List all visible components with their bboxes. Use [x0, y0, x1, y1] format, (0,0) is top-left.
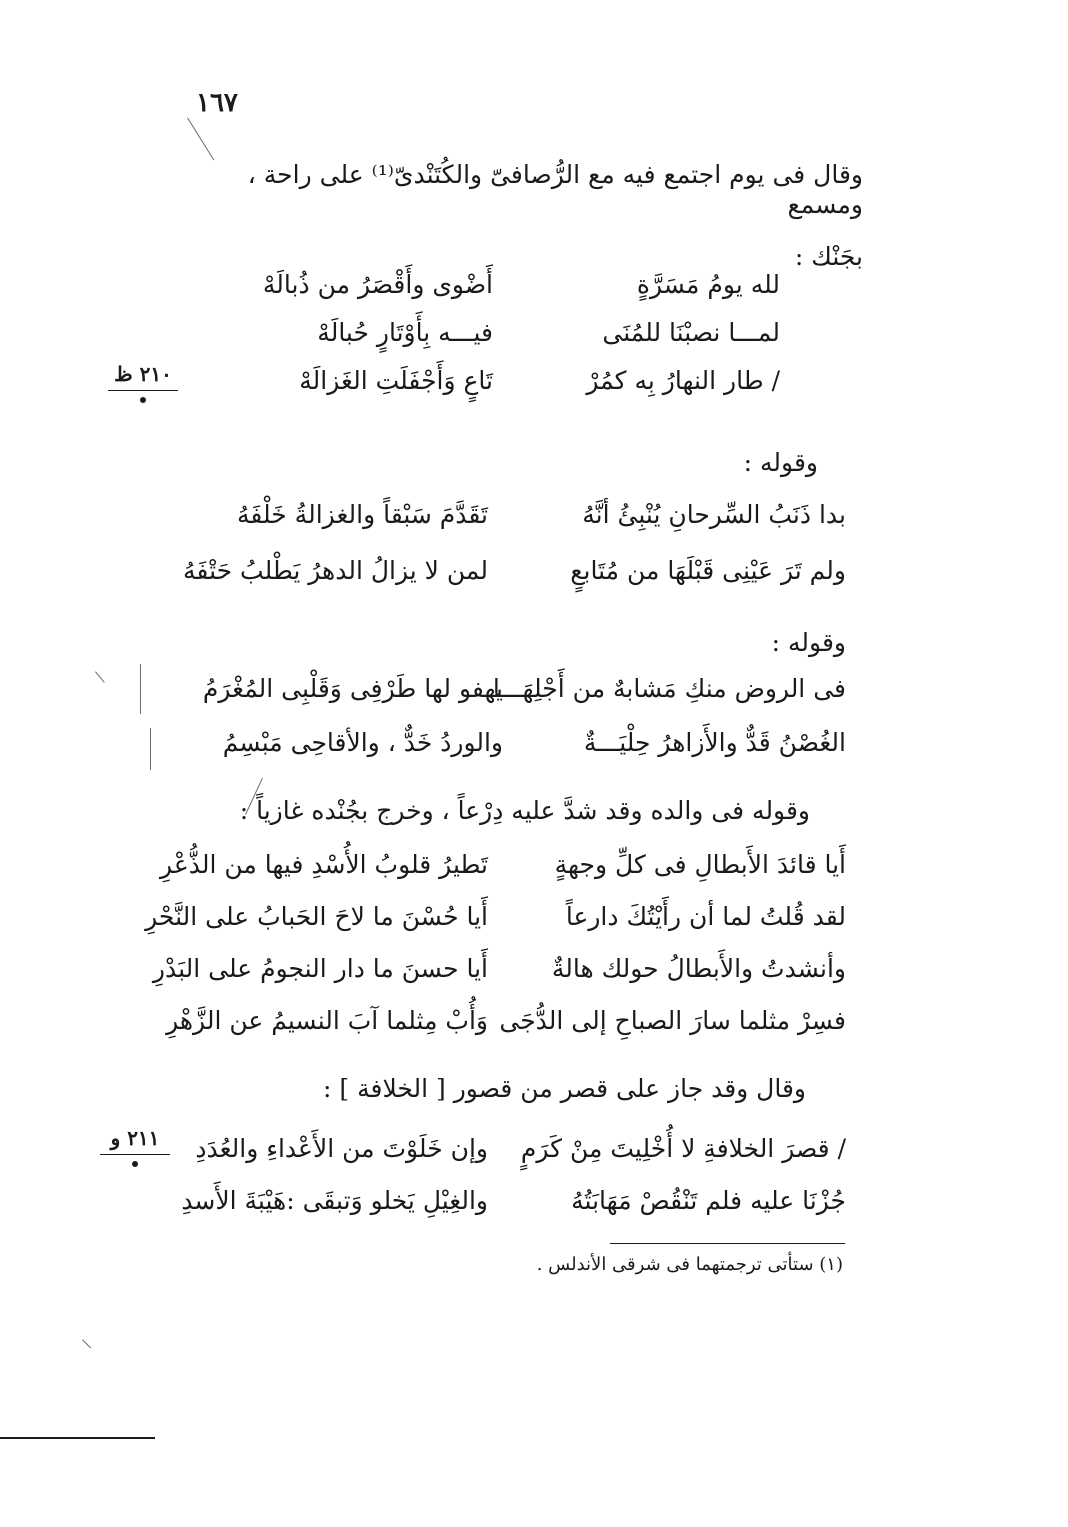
hemistich-second: وإن خَلَوْتَ من الأَعْداءِ والعُدَدِ [195, 1134, 488, 1163]
footnote-rule [610, 1243, 845, 1244]
folio-marker-rule [108, 390, 178, 405]
hemistich-first: لمـــا نصبْنَا للمُنَى [602, 318, 780, 347]
verse-line [0, 954, 1068, 994]
verse-line [0, 902, 1068, 942]
hemistich-first: / قصرَ الخلافةِ لا أُخْلِيتَ مِنْ كَرَمٍ [520, 1134, 846, 1163]
verse-line [0, 728, 1068, 768]
hemistich-first: أَيا قائدَ الأَبطالِ فى كلِّ وجهةٍ [554, 850, 846, 879]
folio-marker [100, 1126, 170, 1169]
scan-mark [187, 117, 214, 160]
folio-marker [108, 362, 178, 405]
hemistich-first: وأنشدتُ والأَبطالُ حولك هالةٌ [551, 954, 846, 983]
hemistich-first: لله يومُ مَسَرَّةٍ [636, 270, 780, 299]
hemistich-second: تَقَدَّمَ سَبْقاً والغزالةُ خَلْفَهُ [236, 500, 488, 529]
hemistich-first: جُزْنَا عليه فلم تَنْقُصْ مَهَابَتُهُ [571, 1186, 846, 1215]
hemistich-first: فسِرْ مثلما سارَ الصباحِ إلى الدُّجَى [499, 1006, 846, 1035]
hemistich-second: لمن لا يزالُ الدهرُ يَطْلبُ حَتْفَهُ [183, 556, 488, 585]
intro-text: وقوله : [743, 448, 818, 477]
verse-line [0, 556, 1068, 596]
hemistich-second: والوردُ خَدٌّ ، والأقاحِى مَبْسِمُ [222, 728, 503, 757]
hemistich-second: تَاعٍ وَأَجْفَلَتِ الغَزالَهْ [299, 366, 493, 395]
intro-line: بجَنْك : [794, 242, 863, 271]
intro-line: وقال فى يوم اجتمع فيه مع الرُّصافىّ والكُتَنْدىّ⁽¹⁾ على راحة ، ومسمع [247, 160, 863, 219]
intro-text: وقوله : [771, 628, 846, 657]
verse-line [0, 1006, 1068, 1046]
verse-line [0, 1186, 1068, 1226]
verse-line [0, 500, 1068, 540]
hemistich-first: / طار النهارُ بِه كمُرْ [586, 366, 780, 395]
intro-text: وقوله فى والده وقد شدَّ عليه دِرْعاً ، وخرج بجُنْده غازياً : [239, 796, 810, 825]
hemistich-second: والغِيْلِ يَخلو وَتبقَى :هَيْبَةَ الأَسدِ [181, 1186, 488, 1215]
folio-marker-label: ٢١١ و [110, 1126, 160, 1150]
folio-marker-label: ٢١٠ ظ [114, 362, 172, 386]
hemistich-second: تَطيرُ قلوبُ الأُسْدِ فيها من الذُّعْرِ [160, 850, 488, 879]
hemistich-second: يهفو لها طَرْفِى وَقَلْبِى المُغْرَمُ [202, 674, 503, 703]
hemistich-first: لقد قُلتُ لما أن رأَيْتُكَ دارعاً [565, 902, 846, 931]
hemistich-second: أَيا حسنَ ما دار النجومُ على البَدْرِ [152, 954, 488, 983]
hemistich-first: الغُصْنُ قَدٌّ والأَزاهرُ حِلْيَـــةٌ [583, 728, 846, 757]
hemistich-first: بدا ذَنَبُ السِّرحانِ يُنْبِئُ أنَّهُ [582, 500, 846, 529]
folio-marker-dot [140, 397, 146, 403]
intro-text: وقال وقد جاز على قصر من قصور [ الخلافة ] : [323, 1074, 806, 1103]
hemistich-first: ولم تَرَ عَيْنِى قَبْلَهَا من مُتَابعٍ [570, 556, 846, 585]
verse-line [0, 270, 1068, 310]
hemistich-first: فى الروض منكِ مَشابهٌ من أَجْلِهَـــا [492, 674, 846, 703]
scan-mark [82, 1339, 91, 1348]
verse-line [0, 674, 1068, 714]
intro-text [205, 160, 863, 272]
scan-edge-line [0, 1437, 155, 1439]
hemistich-second: أَيا حُسْنَ ما لاحَ الحَبابُ على النَّحْرِ [145, 902, 488, 931]
hemistich-second: وَأُبْ مِثلما آبَ النسيمُ عن الزَّهْرِ [166, 1006, 488, 1035]
page-number: ١٦٧ [196, 88, 238, 118]
verse-line [0, 850, 1068, 890]
verse-line [0, 318, 1068, 358]
footnote: (١) ستأتى ترجمتهما فى شرقى الأندلس . [536, 1254, 843, 1275]
hemistich-second: فيـــه بِأَوْتَارٍ حُبالَهْ [317, 318, 493, 347]
folio-marker-rule [100, 1154, 170, 1169]
folio-marker-dot [132, 1161, 138, 1167]
hemistich-second: أَضْوى وأَقْصَرُ من ذُبالَهْ [262, 270, 493, 299]
